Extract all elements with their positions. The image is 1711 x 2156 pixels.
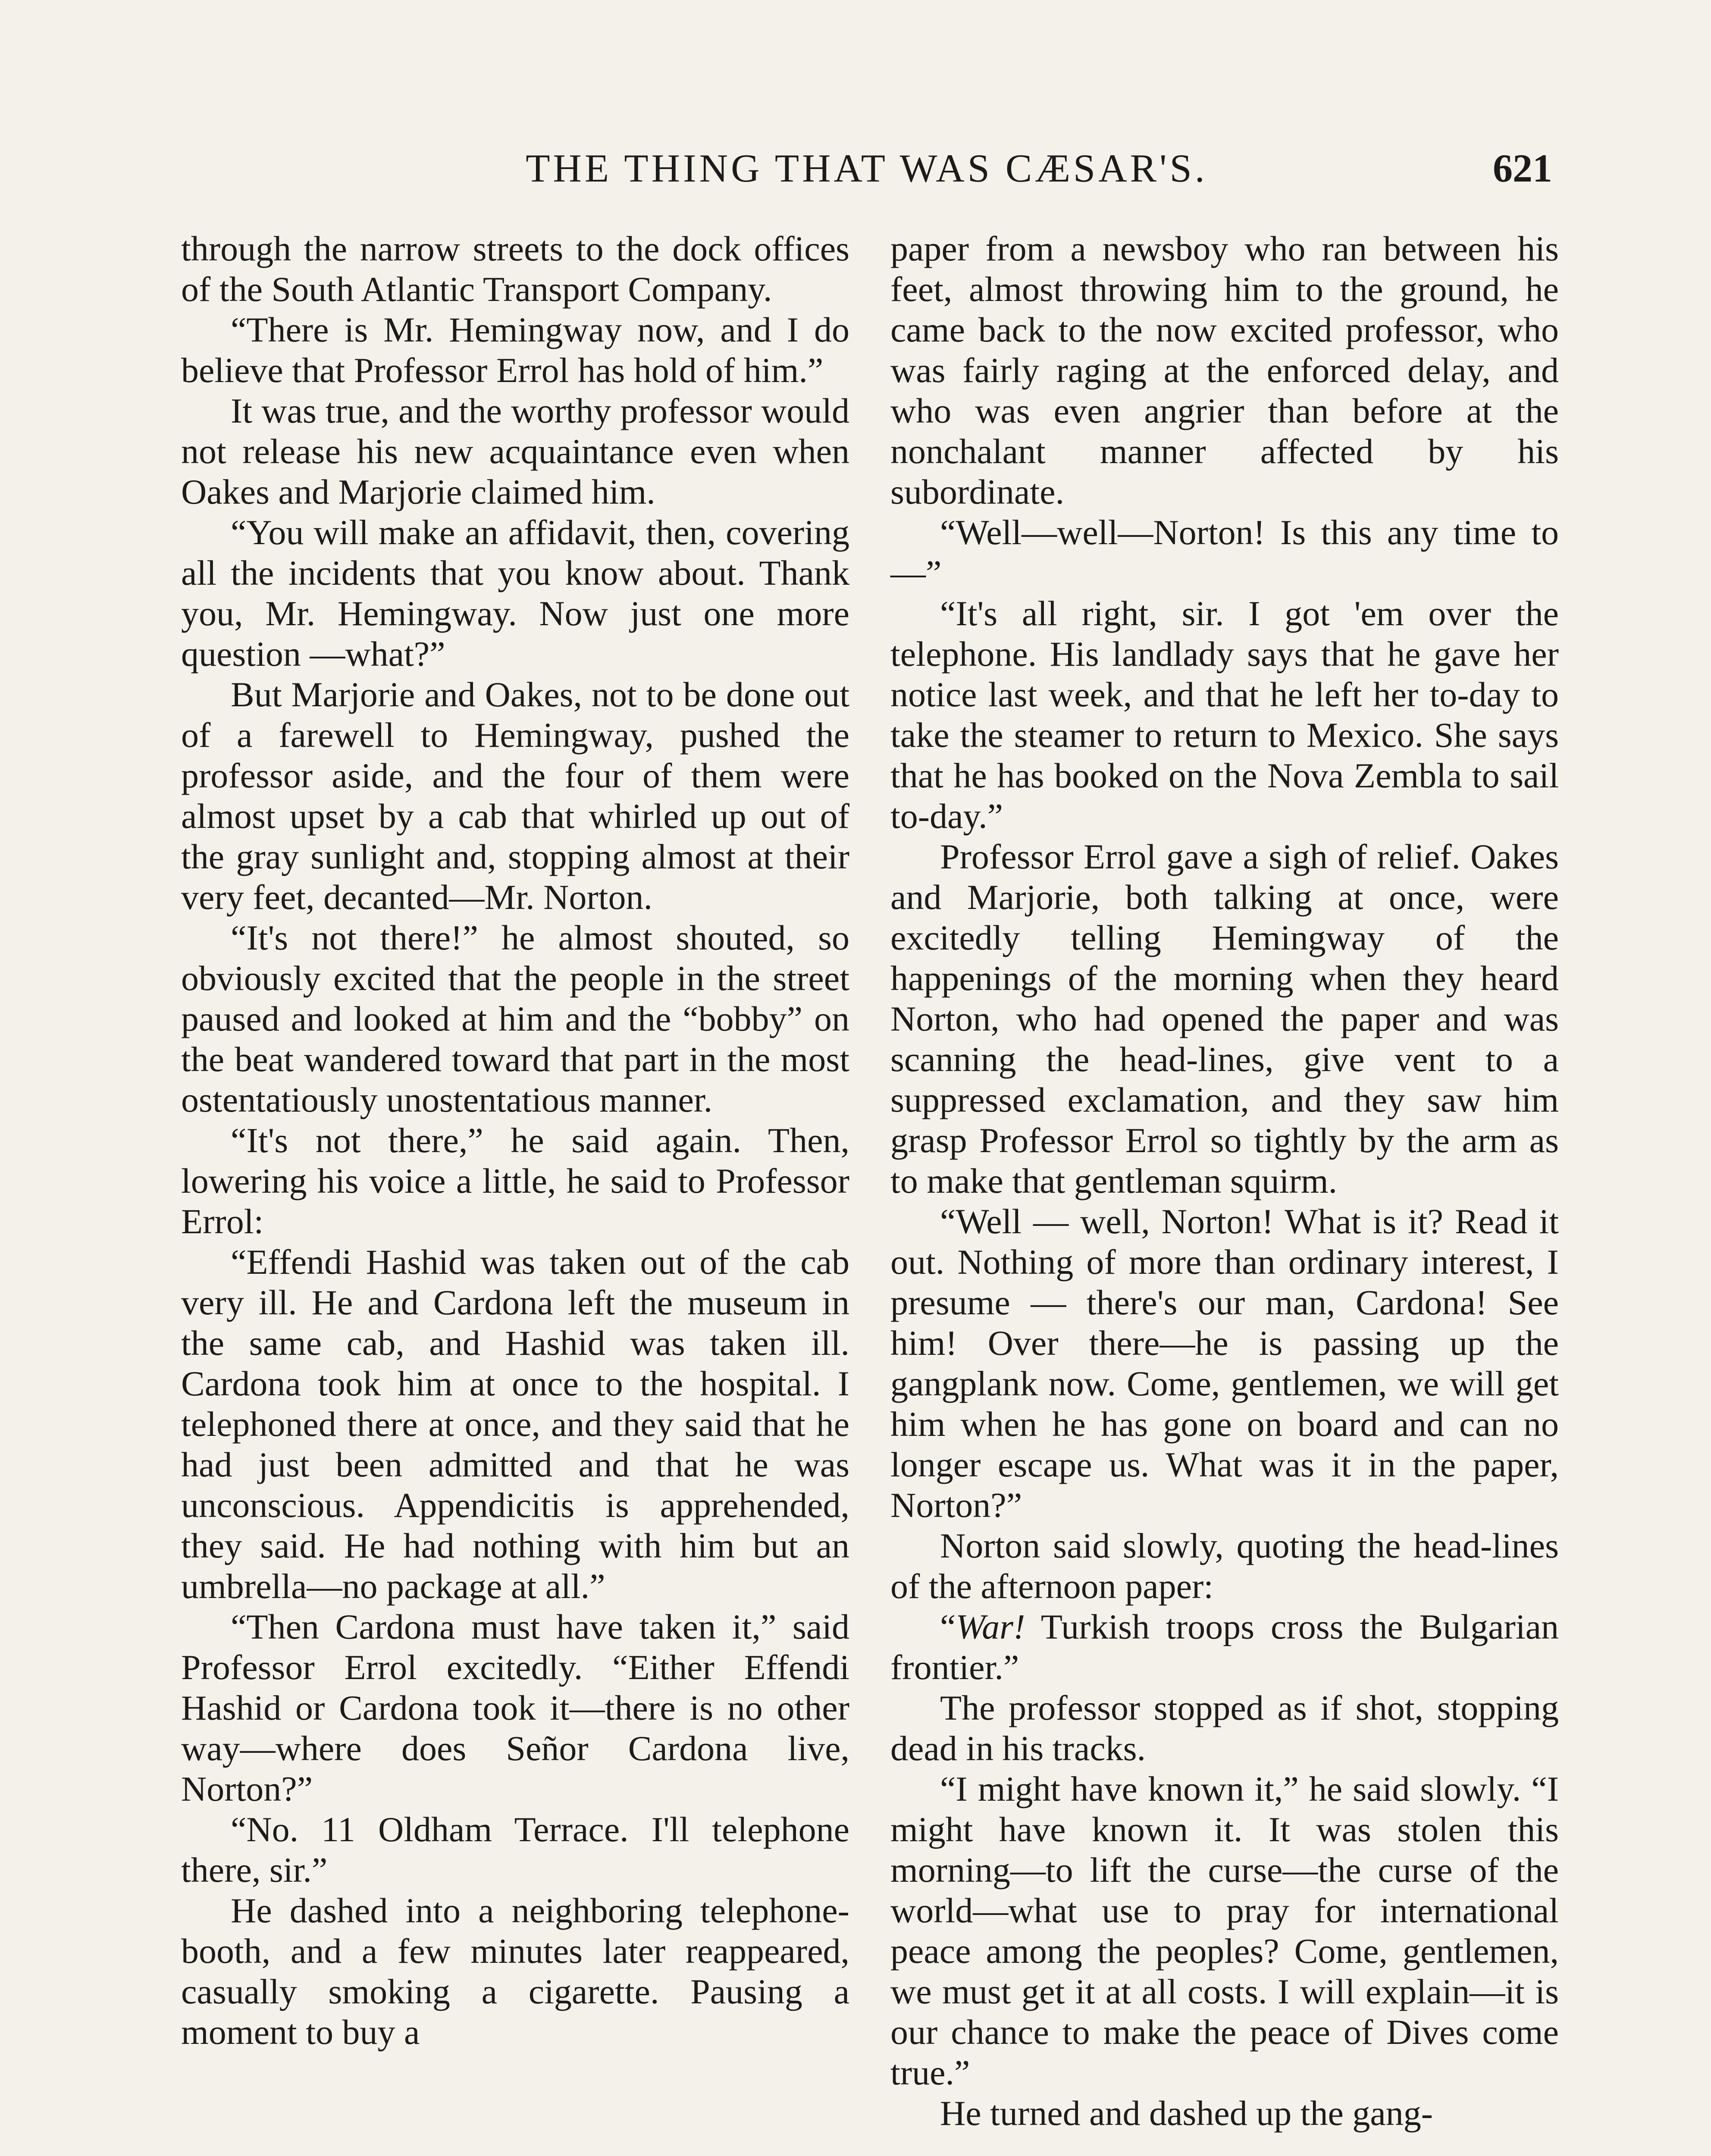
headline-quote xyxy=(890,1607,1559,1688)
headline-rest: Turkish troops cross the Bulgarian frontier.” xyxy=(890,1607,1559,1687)
left-column xyxy=(181,229,849,2156)
paragraph: “It's not there!” he almost shouted, so obviously excited that the people in the street paused and looked at him and the “bobby” on the beat wandered toward that part in the most ostentatiously unostentatious manner. xyxy=(181,918,849,1119)
paragraph: “It's not there,” he said again. Then, lowering his voice a little, he said to Professor Errol: xyxy=(181,1121,849,1241)
paragraph: It was true, and the worthy professor would not release his new acquaintance even when Oakes and Marjorie claimed him. xyxy=(181,391,849,511)
paragraph: Professor Errol gave a sigh of relief. Oakes and Marjorie, both talking at once, were excitedly telling Hemingway of the happenings of the morning when they heard Norton, who had opened the paper and was scanning the head-lines, give vent to a suppressed exclamation, and they saw him grasp Professor Errol so tightly by the arm as to make that gentleman squirm. xyxy=(890,837,1559,1200)
right-column xyxy=(890,229,1559,2156)
paragraph: But Marjorie and Oakes, not to be done out of a farewell to Hemingway, pushed the professor aside, and the four of them were almost upset by a cab that whirled up out of the gray sunlight and, stopping almost at their very feet, decanted—Mr. Norton. xyxy=(181,675,849,917)
paragraph: “Then Cardona must have taken it,” said Professor Errol excitedly. “Either Effendi Hashid or Cardona took it—there is no other way—where does Señor Cardona live, Norton?” xyxy=(181,1607,849,1808)
paragraph: “Well — well, Norton! What is it? Read it out. Nothing of more than ordinary interest, I presume — there's our man, Cardona! See him! Over there—he is passing up the gangplank now. Come, gentlemen, we will get him when he has gone on board and can no longer escape us. What was it in the paper, Norton?” xyxy=(890,1202,1559,1525)
headline-open-quote: “ xyxy=(940,1607,956,1646)
paragraph: He turned and dashed up the gang- xyxy=(940,2093,1433,2133)
paragraph: Norton said slowly, quoting the head-lines of the afternoon paper: xyxy=(890,1526,1559,1606)
paragraph: “I might have known it,” he said slowly. “I might have known it. It was stolen this morning—to lift the curse—the curse of the world—what use to pray for international peace among the peoples? Come, gentlemen, we must get it at all costs. I will explain—it is our chance to make the peace of Dives come true.” xyxy=(890,1769,1559,2092)
headline-war: War! xyxy=(956,1607,1025,1646)
paragraph: “No. 11 Oldham Terrace. I'll telephone there, sir.” xyxy=(181,1810,849,1890)
running-header xyxy=(181,142,1552,194)
paragraph: “It's all right, sir. I got 'em over the telephone. His landlady says that he gave her notice last week, and that he left her to-day to take the steamer to return to Mexico. She says that he has booked on the Nova Zembla to sail to-day.” xyxy=(890,594,1559,836)
paragraph: paper from a newsboy who ran between his feet, almost throwing him to the ground, he came back to the now excited professor, who was fairly raging at the enforced delay, and who was even angrier than before at the nonchalant manner affected by his subordinate. xyxy=(890,229,1559,511)
paragraph: The professor stopped as if shot, stopping dead in his tracks. xyxy=(890,1688,1559,1768)
page-number: 621 xyxy=(1493,146,1552,190)
paragraph: “You will make an affidavit, then, covering all the incidents that you know about. Thank you, Mr. Hemingway. Now just one more question —what?” xyxy=(181,513,849,674)
paragraph: “There is Mr. Hemingway now, and I do believe that Professor Errol has hold of him.” xyxy=(181,310,849,390)
running-title: THE THING THAT WAS CÆSAR'S. xyxy=(526,146,1208,190)
paragraph: He dashed into a neighboring telephone-booth, and a few minutes later reappeared, casually smoking a cigarette. Pausing a moment to buy a xyxy=(181,1891,849,2052)
paragraph: “Effendi Hashid was taken out of the cab very ill. He and Cardona left the museum in the same cab, and Hashid was taken ill. Cardona took him at once to the hospital. I telephoned there at once, and they said that he had just been admitted and that he was unconscious. Appendicitis is apprehended, they said. He had nothing with him but an umbrella—no package at all.” xyxy=(181,1242,849,1606)
paragraph: through the narrow streets to the dock offices of the South Atlantic Transport Company. xyxy=(181,229,849,309)
paragraph: “Well—well—Norton! Is this any time to—” xyxy=(890,513,1559,592)
